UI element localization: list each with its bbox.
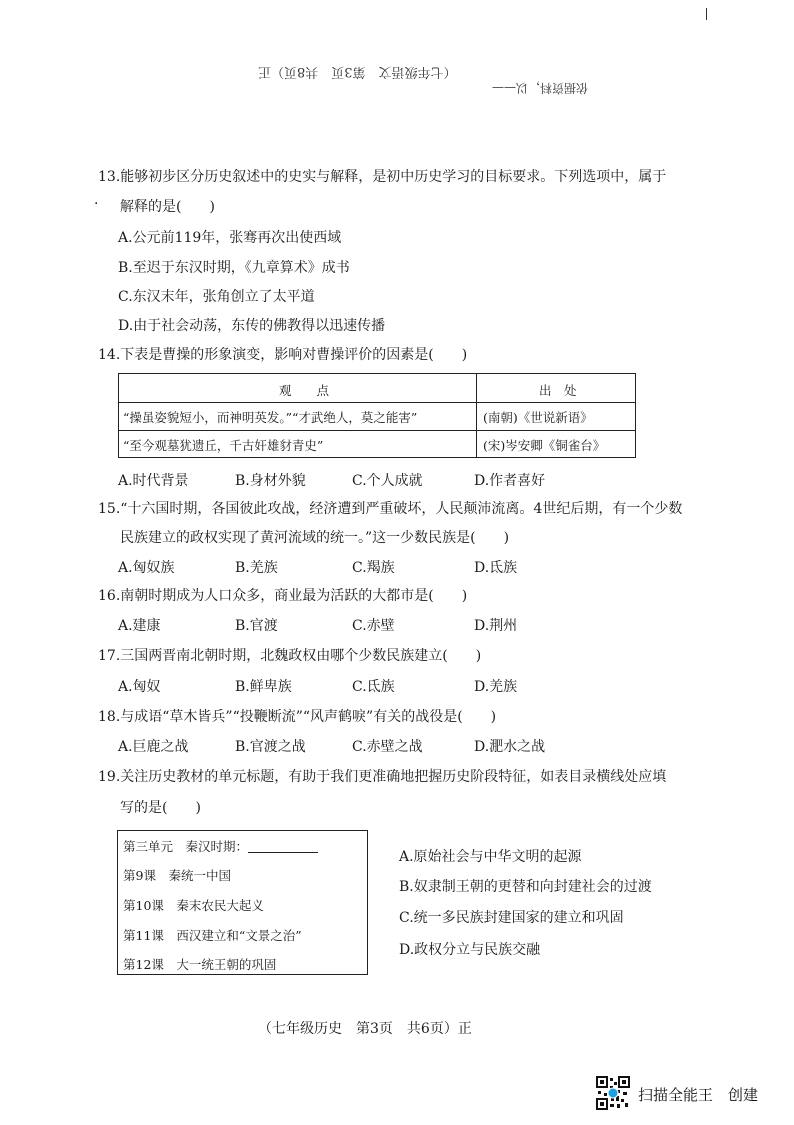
q16-option-b: B.官渡: [235, 618, 278, 634]
q19-option-b: B.奴隶制王朝的更替和向封建社会的过渡: [399, 879, 652, 895]
q16-option-c: C.赤壁: [352, 618, 395, 634]
q14-table: [118, 373, 636, 458]
table-rule: [119, 402, 635, 403]
unit-lesson-9: 第9课 秦统一中国: [123, 868, 231, 883]
qr-code-icon: [596, 1076, 630, 1110]
q15-option-d: D.氐族: [474, 560, 518, 576]
q14-stem: 14.下表是曹操的形象演变，影响对曹操评价的因素是( ): [98, 347, 468, 363]
q16-option-a: A.建康: [118, 618, 161, 634]
q18-option-d: D.淝水之战: [474, 739, 546, 755]
scanner-brand: 扫描全能王 创建: [638, 1086, 759, 1104]
q15-option-b: B.羌族: [235, 560, 278, 576]
q19-stem-line2: 写的是( ): [120, 800, 201, 816]
q17-stem: 17.三国两晋南北朝时期，北魏政权由哪个少数民族建立( ): [98, 648, 482, 664]
q15-option-c: C.羯族: [352, 560, 395, 576]
q14-option-c: C.个人成就: [352, 473, 423, 489]
q14-option-b: B.身材外貌: [235, 473, 306, 489]
q18-option-c: C.赤壁之战: [352, 739, 423, 755]
q14-option-d: D.作者喜好: [474, 473, 546, 489]
unit-lesson-10: 第10课 秦末农民大起义: [123, 898, 264, 913]
q13-stem-line1: 13.能够初步区分历史叙述中的史实与解释，是初中历史学习的目标要求。下列选项中，属于: [98, 169, 667, 185]
q16-option-d: D.荆州: [474, 618, 518, 634]
table-row1-view: “操虽姿貌短小，而神明英发。”“才武绝人，莫之能害”: [123, 410, 418, 425]
q19-stem-line1: 19.关注历史教材的单元标题，有助于我们更准确地把握历史阶段特征，如表目录横线处应填: [98, 769, 667, 785]
scan-mark: [706, 8, 707, 20]
unit-title: 第三单元 秦汉时期：: [123, 839, 249, 854]
bleed-header-left: （七年级语文 第3页 共8页）正: [258, 64, 457, 79]
q17-option-b: B.鲜卑族: [235, 679, 292, 695]
q15-stem-line1: 15.“十六国时期，各国彼此攻战，经济遭到严重破坏，人民颠沛流离。4世纪后期，有一个少数: [98, 501, 683, 517]
unit-blank: [248, 838, 318, 853]
table-header-source: 出 处: [539, 383, 577, 398]
table-row2-source: (宋)岑安卿《铜雀台》: [483, 438, 606, 453]
table-row2-view: “至今观墓犹遗丘，千古奸雄豺青史”: [123, 438, 324, 453]
table-header-view: 观 点: [279, 383, 330, 398]
q19-option-c: C.统一多民族封建国家的建立和巩固: [399, 910, 624, 926]
q17-option-a: A.匈奴: [118, 679, 161, 695]
table-row1-source: (南朝)《世说新语》: [483, 410, 593, 425]
unit-lesson-11: 第11课 西汉建立和“文景之治”: [123, 928, 302, 943]
q17-option-d: D.羌族: [474, 679, 518, 695]
table-divider: [476, 374, 477, 457]
unit-lesson-12: 第12课 大一统王朝的巩固: [123, 957, 277, 972]
q13-option-c: C.东汉末年，张角创立了太平道: [118, 289, 315, 305]
q15-stem-line2: 民族建立的政权实现了黄河流域的统一。”这一少数民族是( ): [120, 530, 510, 546]
page-footer: （七年级历史 第3页 共6页）正: [258, 1021, 472, 1037]
q13-option-a: A.公元前119年，张骞再次出使西域: [118, 230, 342, 246]
bleed-header-right: 依据资料，以——: [492, 81, 589, 95]
table-rule: [119, 430, 635, 431]
q19-unit-box: [117, 830, 368, 975]
unit-title-row: [123, 837, 318, 855]
q13-option-b: B.至迟于东汉时期，《九章算术》成书: [118, 260, 350, 276]
q17-option-c: C.氐族: [352, 679, 395, 695]
q19-option-d: D.政权分立与民族交融: [399, 942, 541, 958]
q18-option-b: B.官渡之战: [235, 739, 306, 755]
q18-option-a: A.巨鹿之战: [118, 739, 189, 755]
q13-option-d: D.由于社会动荡，东传的佛教得以迅速传播: [118, 318, 386, 334]
q15-option-a: A.匈奴族: [118, 560, 175, 576]
q13-stem-line2: 解释的是( ): [120, 199, 215, 215]
q18-stem: 18.与成语“草木皆兵”“投鞭断流”“风声鹤唳”有关的战役是( ): [98, 709, 497, 725]
q19-option-a: A.原始社会与中华文明的起源: [399, 849, 582, 865]
q13-dot: ·: [94, 196, 99, 212]
q16-stem: 16.南朝时期成为人口众多，商业最为活跃的大都市是( ): [98, 588, 468, 604]
q14-option-a: A.时代背景: [118, 473, 189, 489]
